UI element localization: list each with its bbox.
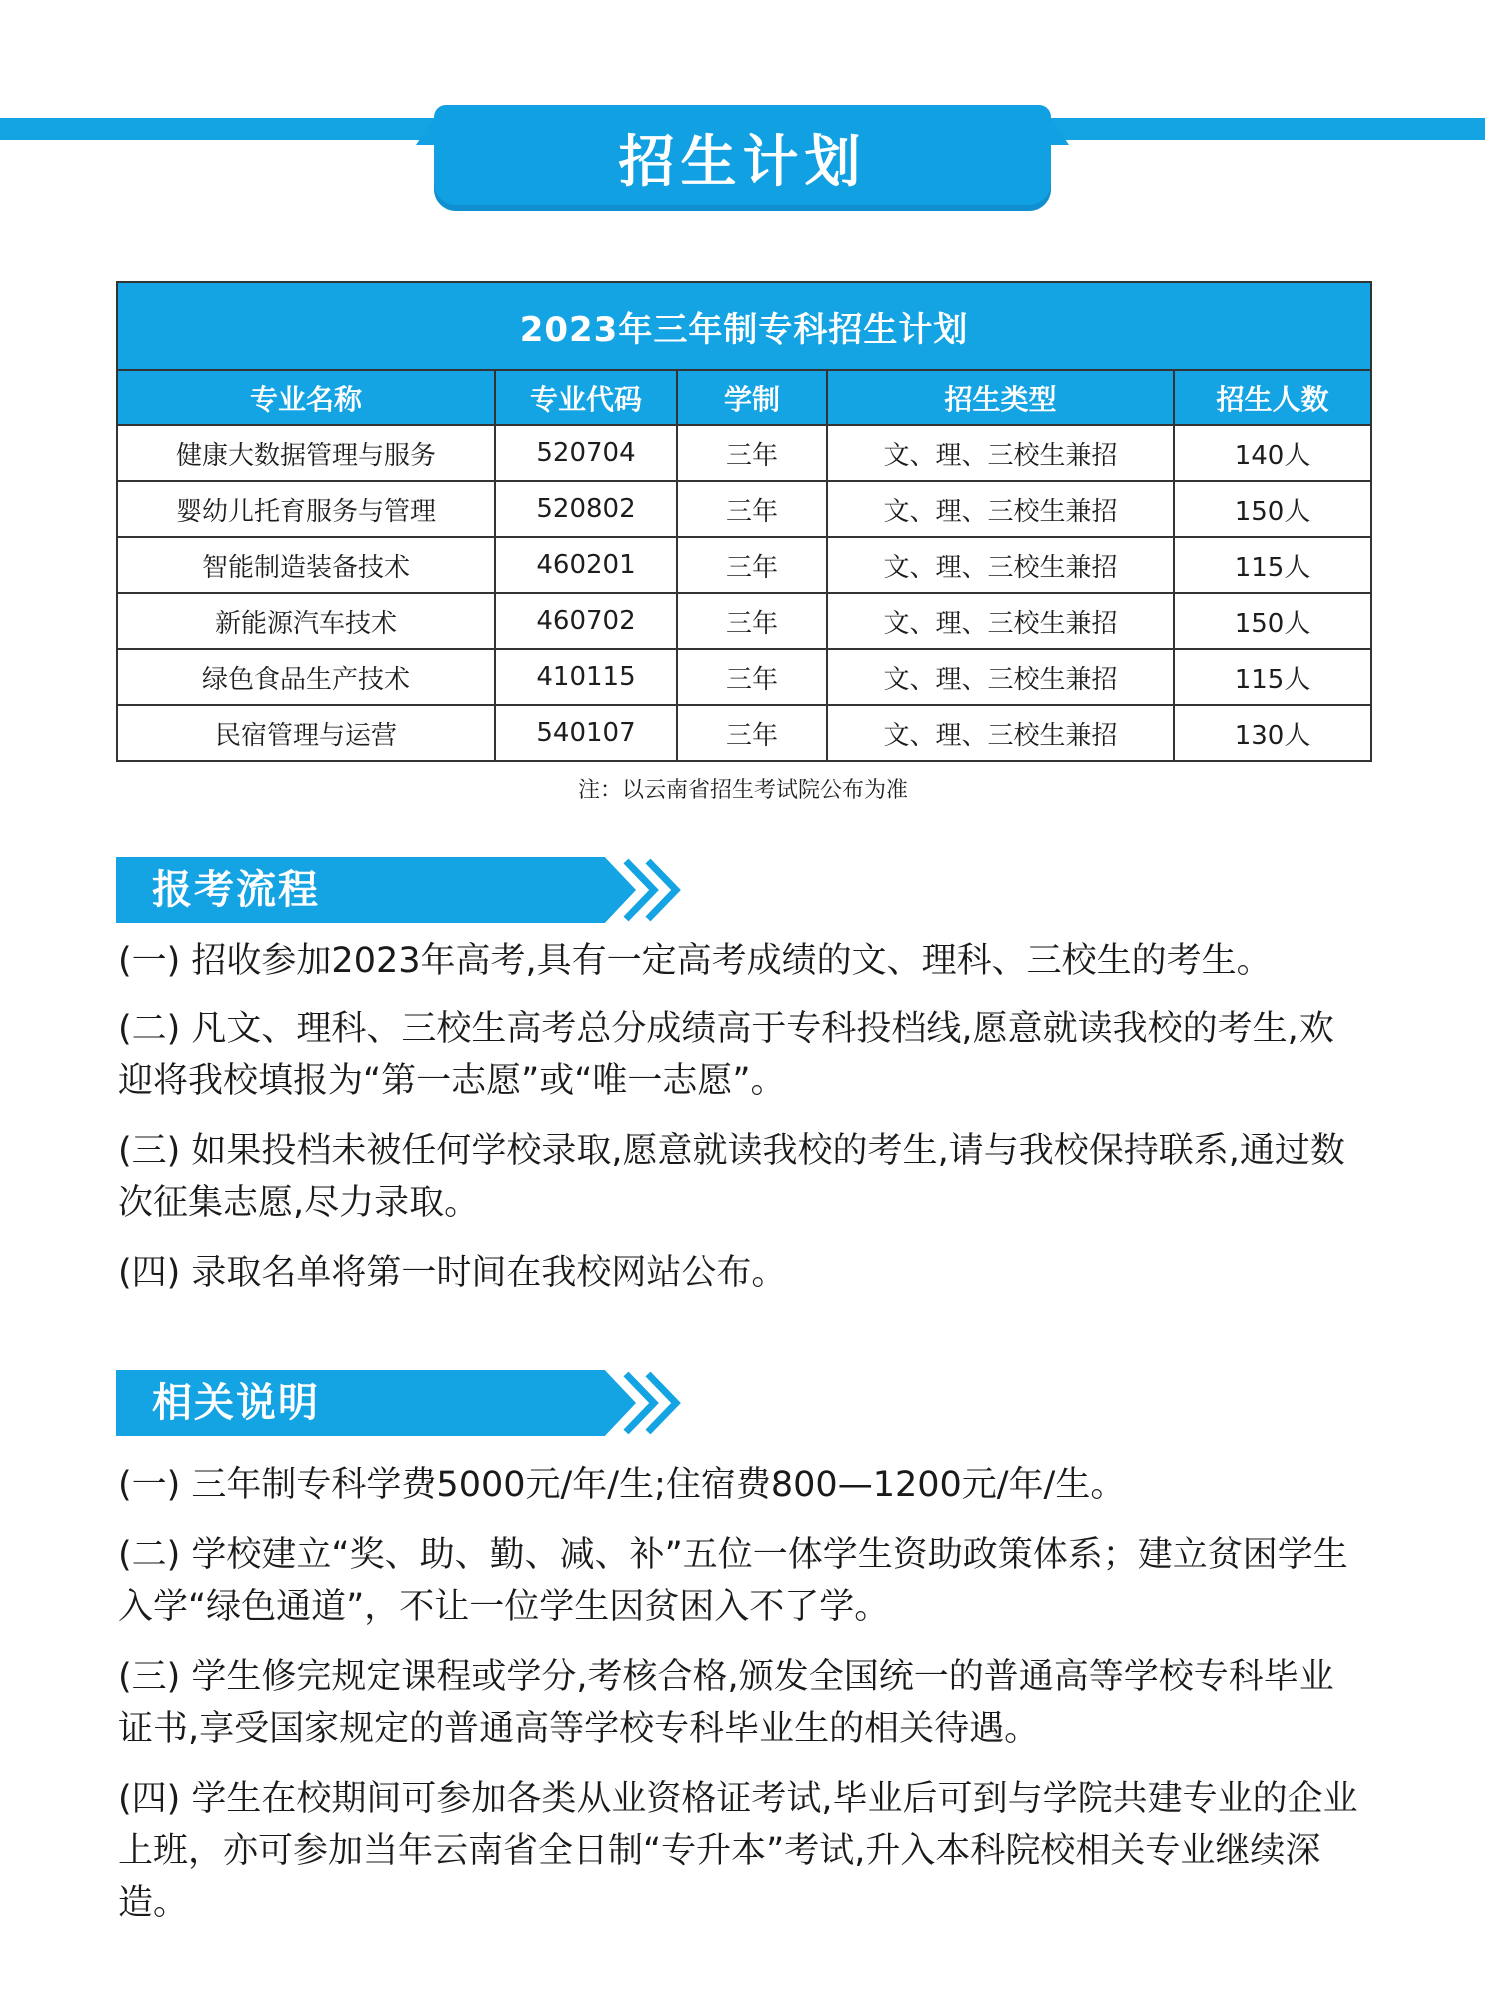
double-chevron-right-icon	[622, 1370, 692, 1436]
section-header-notes	[116, 1370, 686, 1436]
table-row	[117, 705, 1371, 761]
column-header-major-code: 专业代码	[495, 370, 677, 425]
cell-enrollment-count: 130人	[1174, 705, 1371, 761]
double-chevron-right-icon	[622, 857, 692, 923]
section-title-notes: 相关说明	[152, 1380, 320, 1426]
cell-enrollment-count: 150人	[1174, 481, 1371, 537]
cell-major-name: 智能制造装备技术	[117, 537, 495, 593]
cell-major-code: 460201	[495, 537, 677, 593]
cell-major-code: 460702	[495, 593, 677, 649]
table-row	[117, 649, 1371, 705]
cell-duration: 三年	[677, 537, 827, 593]
column-header-enrollment-count: 招生人数	[1174, 370, 1371, 425]
cell-enrollment-count: 140人	[1174, 425, 1371, 481]
cell-duration: 三年	[677, 649, 827, 705]
cell-major-code: 540107	[495, 705, 677, 761]
cell-enrollment-count: 150人	[1174, 593, 1371, 649]
cell-enrollment-type: 文、理、三校生兼招	[827, 425, 1174, 481]
cell-enrollment-type: 文、理、三校生兼招	[827, 593, 1174, 649]
cell-enrollment-type: 文、理、三校生兼招	[827, 537, 1174, 593]
cell-duration: 三年	[677, 705, 827, 761]
notes-paragraph-4: (四) 学生在校期间可参加各类从业资格证考试,毕业后可到与学院共建专业的企业上班，亦可参加当年云南省全日制“专升本”考试,升入本科院校相关专业继续深造。	[118, 1779, 1358, 1923]
cell-enrollment-count: 115人	[1174, 537, 1371, 593]
cell-major-code: 520704	[495, 425, 677, 481]
cell-major-code: 410115	[495, 649, 677, 705]
table-row	[117, 593, 1371, 649]
table-caption: 2023年三年制专科招生计划	[117, 282, 1371, 370]
table-caption-row	[117, 282, 1371, 370]
cell-major-name: 绿色食品生产技术	[117, 649, 495, 705]
notes-paragraph-2: (二) 学校建立“奖、助、勤、减、补”五位一体学生资助政策体系；建立贫困学生入学“绿色通道”，不让一位学生因贫困入不了学。	[118, 1535, 1348, 1627]
table-header-row	[117, 370, 1371, 425]
page-title: 招生计划	[618, 130, 867, 195]
cell-duration: 三年	[677, 481, 827, 537]
enrollment-plan-table	[116, 281, 1372, 762]
cell-major-name: 新能源汽车技术	[117, 593, 495, 649]
column-header-enrollment-type: 招生类型	[827, 370, 1174, 425]
table-row	[117, 537, 1371, 593]
process-paragraph-3: (三) 如果投档未被任何学校录取,愿意就读我校的考生,请与我校保持联系,通过数次征集志愿,尽力录取。	[118, 1131, 1345, 1223]
cell-major-name: 婴幼儿托育服务与管理	[117, 481, 495, 537]
cell-major-name: 健康大数据管理与服务	[117, 425, 495, 481]
cell-major-name: 民宿管理与运营	[117, 705, 495, 761]
notes-paragraph-3: (三) 学生修完规定课程或学分,考核合格,颁发全国统一的普通高等学校专科毕业证书,享受国家规定的普通高等学校专科毕业生的相关待遇。	[118, 1657, 1334, 1749]
table-row	[117, 481, 1371, 537]
cell-major-code: 520802	[495, 481, 677, 537]
section-header-process	[116, 857, 686, 923]
table-row	[117, 425, 1371, 481]
process-paragraph-2: (二) 凡文、理科、三校生高考总分成绩高于专科投档线,愿意就读我校的考生,欢迎将我校填报为“第一志愿”或“唯一志愿”。	[118, 1009, 1334, 1101]
process-paragraph-1: (一) 招收参加2023年高考,具有一定高考成绩的文、理科、三校生的考生。	[118, 941, 1272, 981]
cell-enrollment-type: 文、理、三校生兼招	[827, 481, 1174, 537]
cell-enrollment-type: 文、理、三校生兼招	[827, 705, 1174, 761]
process-paragraph-4: (四) 录取名单将第一时间在我校网站公布。	[118, 1253, 787, 1293]
cell-enrollment-count: 115人	[1174, 649, 1371, 705]
column-header-major-name: 专业名称	[117, 370, 495, 425]
table-footnote: 注：以云南省招生考试院公布为准	[577, 778, 908, 803]
section-title-process: 报考流程	[152, 867, 320, 913]
title-tab	[434, 105, 1051, 211]
cell-duration: 三年	[677, 425, 827, 481]
cell-duration: 三年	[677, 593, 827, 649]
cell-enrollment-type: 文、理、三校生兼招	[827, 649, 1174, 705]
column-header-duration: 学制	[677, 370, 827, 425]
notes-paragraph-1: (一) 三年制专科学费5000元/年/生;住宿费800—1200元/年/生。	[118, 1465, 1126, 1505]
